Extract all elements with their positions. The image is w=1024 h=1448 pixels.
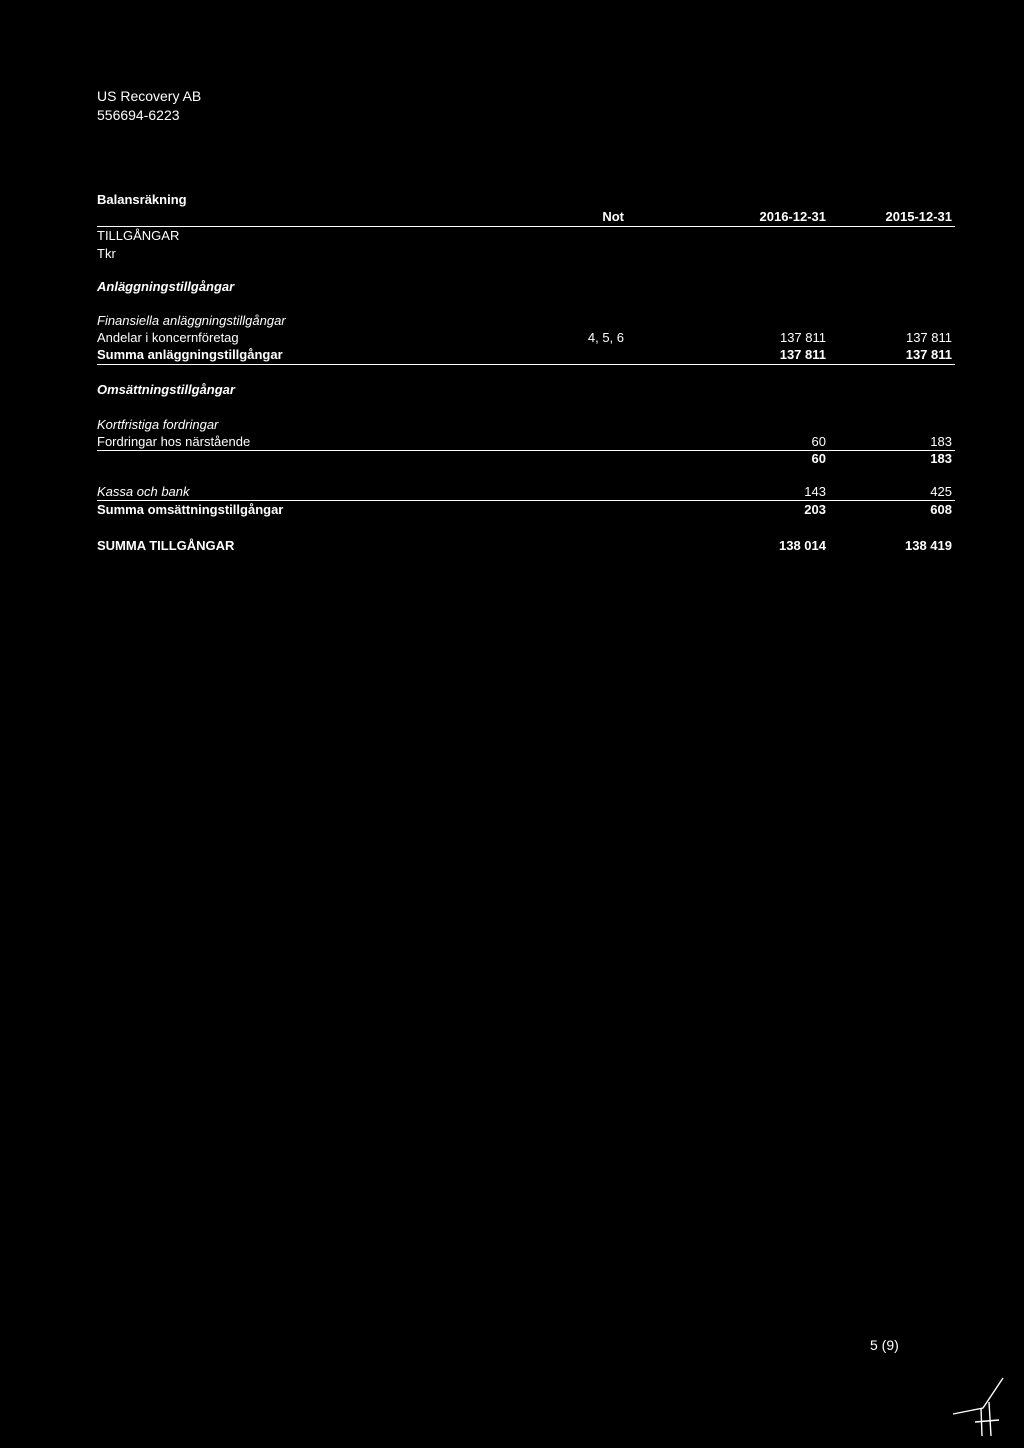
row-label: Andelar i koncernföretag (97, 330, 239, 345)
row-value-2016: 137 811 (779, 330, 826, 345)
fixed-assets-rule (97, 364, 955, 365)
receivables-heading: Kortfristiga fordringar (97, 417, 219, 432)
cash-value-2015: 425 (930, 484, 952, 499)
receivables-subtotal-2016: 60 (811, 451, 826, 466)
page-number: 5 (9) (870, 1337, 899, 1353)
org-number: 556694-6223 (97, 107, 180, 123)
company-name: US Recovery AB (97, 88, 202, 104)
header-rule (97, 226, 955, 227)
cash-value-2016: 143 (804, 484, 826, 499)
fixed-assets-total-label: Summa anläggningstillgångar (97, 347, 283, 362)
receivables-subtotal-2015: 183 (930, 451, 952, 466)
current-assets-total-label: Summa omsättningstillgångar (97, 502, 284, 517)
unit-label: Tkr (97, 246, 116, 261)
column-header-note: Not (602, 209, 624, 224)
column-header-2016: 2016-12-31 (759, 209, 826, 224)
fixed-assets-total-2015: 137 811 (905, 347, 952, 362)
row-label: Fordringar hos närstående (97, 434, 251, 449)
current-assets-total-2015: 608 (930, 502, 952, 517)
row-value-2015: 183 (930, 434, 952, 449)
cash-label: Kassa och bank (97, 484, 190, 499)
grand-total-label: SUMMA TILLGÅNGAR (97, 538, 235, 553)
statement-title: Balansräkning (97, 192, 187, 207)
grand-total-2016: 138 014 (779, 538, 826, 553)
grand-total-2015: 138 419 (905, 538, 952, 553)
financial-assets-subheading: Finansiella anläggningstillgångar (97, 313, 286, 328)
row-note: 4, 5, 6 (587, 330, 624, 345)
signature-initials-icon (945, 1368, 1015, 1438)
fixed-assets-heading: Anläggningstillgångar (97, 279, 235, 294)
row-value-2016: 60 (811, 434, 826, 449)
current-assets-total-2016: 203 (804, 502, 826, 517)
column-header-2015: 2015-12-31 (885, 209, 952, 224)
receivables-rule (97, 450, 955, 451)
current-assets-heading: Omsättningstillgångar (97, 382, 235, 397)
section-title: TILLGÅNGAR (97, 228, 180, 243)
cash-rule (97, 500, 955, 501)
fixed-assets-total-2016: 137 811 (779, 347, 826, 362)
row-value-2015: 137 811 (905, 330, 952, 345)
